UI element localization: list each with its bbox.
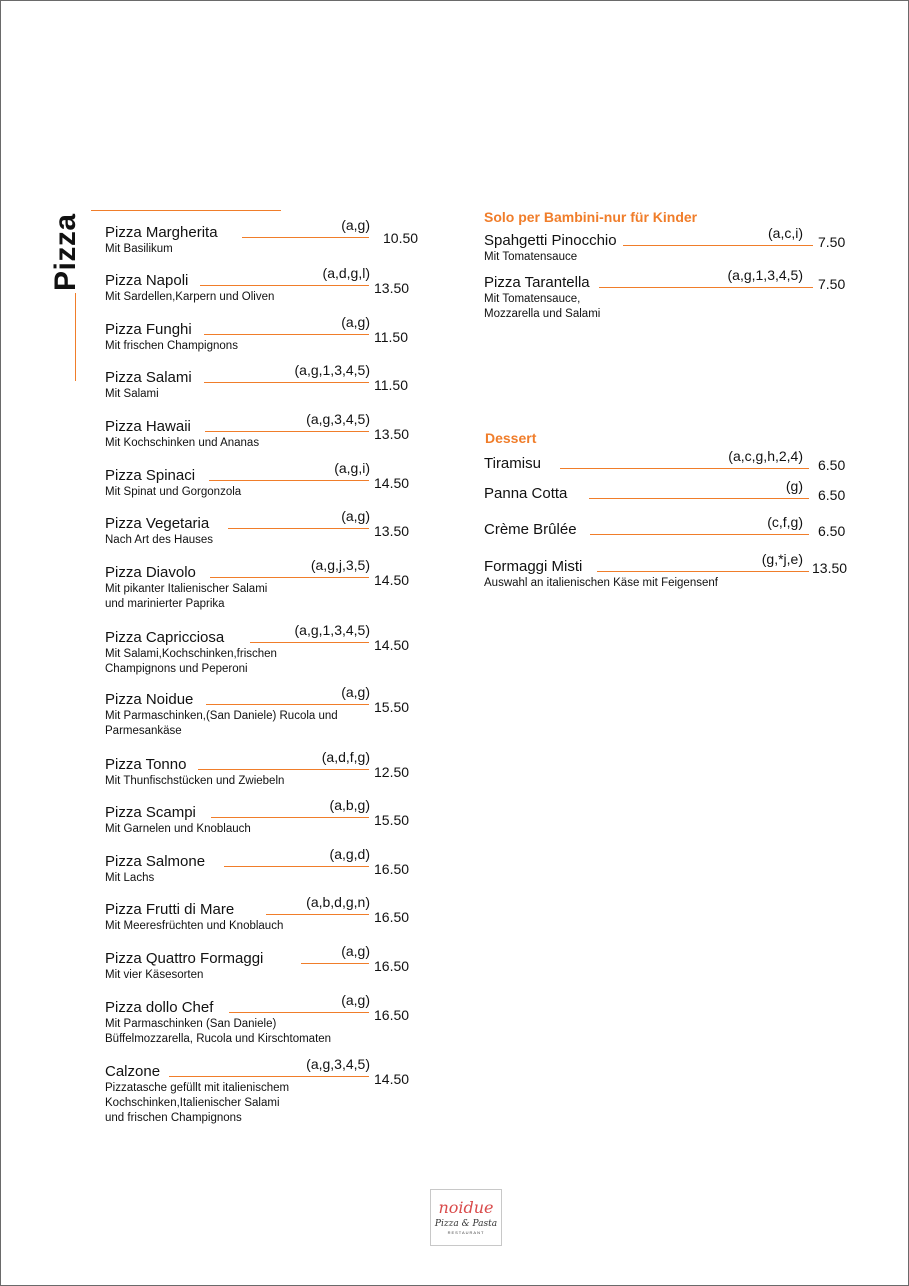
allergen-codes: (a,g,1,3,4,5)	[294, 622, 370, 638]
allergen-codes: (a,d,f,g)	[321, 749, 370, 765]
leader-line	[250, 642, 369, 643]
item-name: Pizza Napoli	[105, 272, 189, 289]
item-description: Pizzatasche gefüllt mit italienischem	[105, 1082, 290, 1094]
allergen-codes: (a,g,1,3,4,5)	[727, 267, 803, 283]
item-description: Mit frischen Champignons	[105, 340, 238, 352]
item-name: Pizza Noidue	[105, 691, 194, 708]
allergen-codes: (a,g)	[341, 217, 370, 233]
accent-vertical-line	[75, 293, 76, 381]
item-description: Mit Salami,Kochschinken,frischen	[105, 648, 277, 660]
allergen-codes: (a,g)	[341, 684, 370, 700]
allergen-codes: (a,g,d)	[329, 846, 370, 862]
allergen-codes: (a,b,d,g,n)	[306, 894, 370, 910]
item-description: Mit Salami	[105, 388, 159, 400]
item-name: Tiramisu	[484, 455, 541, 472]
item-description: Mit vier Käsesorten	[105, 969, 204, 981]
allergen-codes: (a,g)	[341, 508, 370, 524]
leader-line	[623, 245, 813, 246]
leader-line	[204, 334, 369, 335]
item-price: 6.50	[818, 487, 846, 503]
allergen-codes: (g,*j,e)	[761, 551, 803, 567]
item-price: 14.50	[374, 572, 410, 588]
leader-line	[266, 914, 369, 915]
item-name: Pizza Spinaci	[105, 467, 196, 484]
item-name: Pizza Capricciosa	[105, 629, 225, 646]
leader-line	[560, 468, 809, 469]
allergen-codes: (a,g)	[341, 314, 370, 330]
item-price: 13.50	[374, 426, 410, 442]
pizza-section-title: Pizza	[49, 213, 82, 291]
item-price: 6.50	[818, 523, 846, 539]
leader-line	[597, 571, 809, 572]
dessert-section-title: Dessert	[485, 430, 537, 446]
item-description: Kochschinken,Italienischer Salami	[105, 1097, 280, 1109]
item-description: Mit Thunfischstücken und Zwiebeln	[105, 775, 285, 787]
item-description: Mit Sardellen,Karpern und Oliven	[105, 291, 275, 303]
item-name: Calzone	[105, 1063, 161, 1080]
allergen-codes: (a,g,3,4,5)	[306, 1056, 370, 1072]
leader-line	[206, 704, 369, 705]
item-description: und frischen Champignons	[105, 1112, 242, 1124]
allergen-codes: (a,g)	[341, 992, 370, 1008]
item-price: 16.50	[374, 861, 410, 877]
item-price: 15.50	[374, 812, 410, 828]
item-price: 14.50	[374, 475, 410, 491]
item-price: 16.50	[374, 1007, 410, 1023]
item-name: Pizza Funghi	[105, 321, 192, 338]
item-price: 13.50	[374, 280, 410, 296]
allergen-codes: (g)	[785, 478, 803, 494]
item-price: 11.50	[374, 377, 408, 393]
item-description: Parmesankäse	[105, 725, 182, 737]
item-name: Pizza Vegetaria	[105, 515, 210, 532]
allergen-codes: (a,g,3,4,5)	[306, 411, 370, 427]
allergen-codes: (a,d,g,l)	[322, 265, 370, 281]
leader-line	[169, 1076, 369, 1077]
item-description: und marinierter Paprika	[105, 598, 225, 610]
leader-line	[301, 963, 369, 964]
item-name: Crème Brûlée	[484, 521, 577, 538]
allergen-codes: (a,c,i)	[768, 225, 803, 241]
item-price: 13.50	[374, 523, 410, 539]
item-description: Mit Garnelen und Knoblauch	[105, 823, 251, 835]
item-description: Mit Basilikum	[105, 243, 173, 255]
leader-line	[205, 431, 369, 432]
leader-line	[224, 866, 369, 867]
leader-line	[209, 480, 369, 481]
leader-line	[589, 498, 809, 499]
item-price: 11.50	[374, 329, 408, 345]
item-description: Mit Tomatensauce,	[484, 293, 581, 305]
item-name: Pizza Salmone	[105, 853, 206, 870]
item-name: Pizza Diavolo	[105, 564, 196, 581]
leader-line	[210, 577, 369, 578]
allergen-codes: (a,g)	[341, 943, 370, 959]
allergen-codes: (c,f,g)	[767, 514, 803, 530]
item-description: Auswahl an italienischen Käse mit Feigensenf	[484, 577, 718, 589]
item-price: 12.50	[374, 764, 410, 780]
allergen-codes: (a,b,g)	[329, 797, 370, 813]
leader-line	[200, 285, 369, 286]
item-price: 14.50	[374, 637, 410, 653]
item-name: Formaggi Misti	[484, 558, 583, 575]
item-description: Mit Parmaschinken (San Daniele)	[105, 1018, 277, 1030]
allergen-codes: (a,g,i)	[334, 460, 370, 476]
item-name: Pizza Scampi	[105, 804, 196, 821]
item-description: Mit Lachs	[105, 872, 155, 884]
item-description: Champignons und Peperoni	[105, 663, 248, 675]
item-description: Nach Art des Hauses	[105, 534, 214, 546]
item-description: Mit Parmaschinken,(San Daniele) Rucola und	[105, 710, 338, 722]
item-name: Pizza Frutti di Mare	[105, 901, 235, 918]
item-price: 6.50	[818, 457, 846, 473]
item-price: 16.50	[374, 909, 410, 925]
item-price: 7.50	[818, 276, 846, 292]
item-price: 13.50	[812, 560, 848, 576]
leader-line	[198, 769, 369, 770]
item-name: Panna Cotta	[484, 485, 568, 502]
item-price: 15.50	[374, 699, 410, 715]
leader-line	[204, 382, 369, 383]
item-description: Mit Spinat und Gorgonzola	[105, 486, 242, 498]
item-description: Mit pikanter Italienischer Salami	[105, 583, 268, 595]
item-price: 10.50	[383, 230, 419, 246]
leader-line	[211, 817, 369, 818]
item-description: Büffelmozzarella, Rucola und Kirschtomaten	[105, 1033, 332, 1045]
item-price: 7.50	[818, 234, 846, 250]
leader-line	[599, 287, 813, 288]
item-description: Mit Meeresfrüchten und Knoblauch	[105, 920, 284, 932]
item-name: Pizza Salami	[105, 369, 192, 386]
item-price: 14.50	[374, 1071, 410, 1087]
item-description: Mit Kochschinken und Ananas	[105, 437, 260, 449]
leader-line	[590, 534, 809, 535]
leader-line	[242, 237, 369, 238]
restaurant-logo: noidue Pizza & Pasta RESTAURANT	[430, 1189, 502, 1246]
item-price: 16.50	[374, 958, 410, 974]
item-name: Pizza Tonno	[105, 756, 187, 773]
item-name: Pizza Margherita	[105, 224, 218, 241]
item-name: Pizza Quattro Formaggi	[105, 950, 264, 967]
item-name: Spahgetti Pinocchio	[484, 232, 617, 249]
accent-top-line	[91, 210, 281, 211]
item-description: Mit Tomatensauce	[484, 251, 578, 263]
leader-line	[229, 1012, 369, 1013]
item-description: Mozzarella und Salami	[484, 308, 601, 320]
kids-section-title: Solo per Bambini-nur für Kinder	[484, 209, 698, 225]
allergen-codes: (a,c,g,h,2,4)	[728, 448, 803, 464]
item-name: Pizza dollo Chef	[105, 999, 214, 1016]
item-name: Pizza Tarantella	[484, 274, 590, 291]
allergen-codes: (a,g,1,3,4,5)	[294, 362, 370, 378]
leader-line	[228, 528, 369, 529]
item-name: Pizza Hawaii	[105, 418, 191, 435]
allergen-codes: (a,g,j,3,5)	[310, 557, 370, 573]
